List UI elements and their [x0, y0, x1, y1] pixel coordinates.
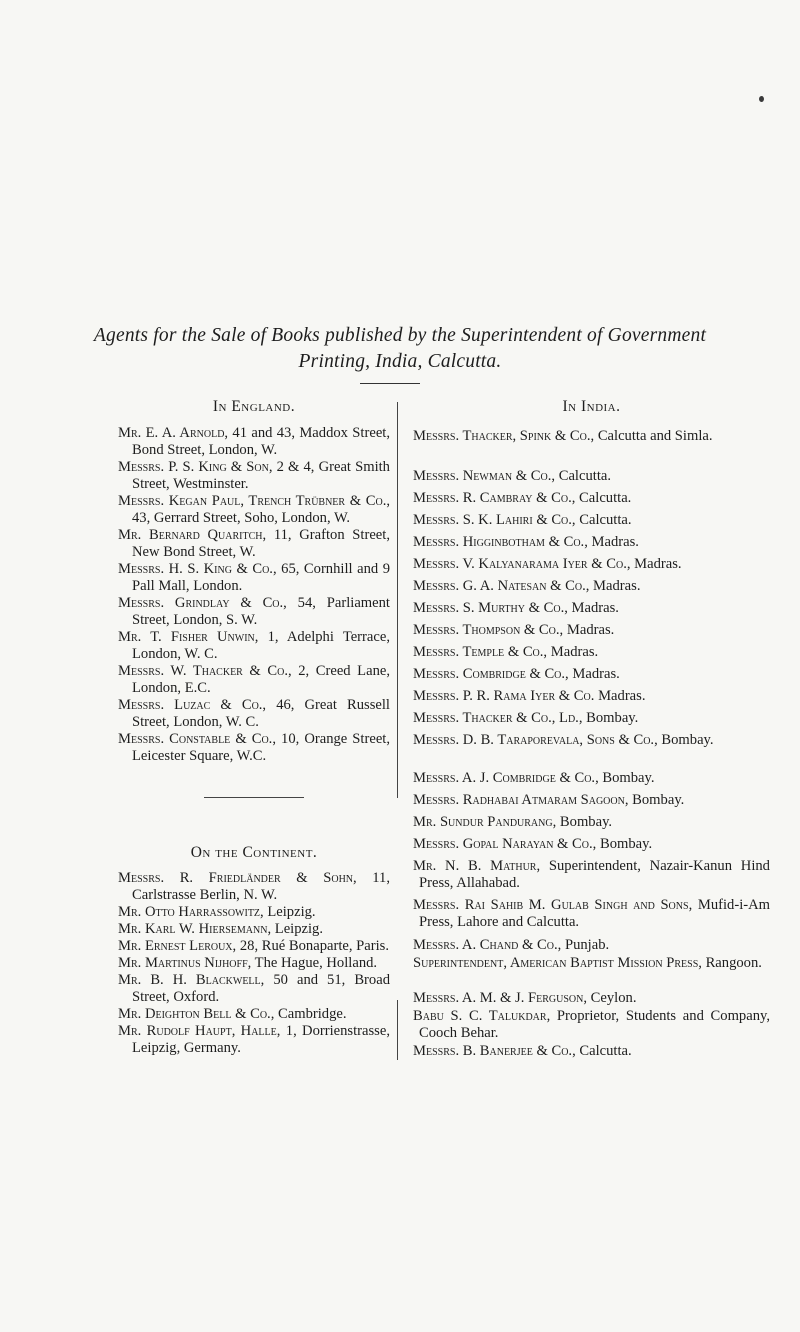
entry-name: Messrs. S. Murthy & Co.,	[413, 600, 568, 616]
india-entry-4	[413, 512, 770, 529]
entry-address: 65, Cornhill and 9 Pall Mall, London.	[132, 561, 390, 594]
entry-name: Mr. Ernest Leroux,	[118, 938, 237, 954]
india-entry-2	[413, 468, 770, 485]
india-entry-9	[413, 622, 770, 639]
entry-name: Messrs. P. R. Rama Iyer & Co.	[413, 688, 595, 704]
entry-name: Messrs. H. S. King & Co.,	[118, 561, 277, 577]
entry-address: 43, Gerrard Street, Soho, London, W.	[132, 510, 351, 526]
india-entry-23	[413, 990, 770, 1007]
entry-address: 10, Orange Street, Leicester Square, W.C.	[132, 731, 390, 764]
entry-address: 28, Rué Bonaparte, Paris.	[239, 938, 389, 954]
india-entry-19	[413, 858, 770, 892]
entry-address: 41 and 43, Maddox Street, Bond Street, London, W.	[132, 425, 390, 458]
continent-entry-6	[118, 972, 390, 1006]
india-entry-16	[413, 792, 770, 809]
india-entry-6	[413, 556, 770, 573]
entry-address: Bombay.	[632, 792, 685, 808]
continent-entry-2	[118, 904, 390, 921]
entry-name: Messrs. D. B. Taraporevala, Sons & Co.,	[413, 732, 658, 748]
england-entry-8	[118, 663, 390, 697]
entry-name: Mr. Martinus Nijhoff,	[118, 955, 252, 971]
india-entry-10	[413, 644, 770, 661]
india-entry-1	[413, 428, 770, 445]
entry-address: 1, Adelphi Terrace, London, W. C.	[132, 629, 390, 662]
india-entry-8	[413, 600, 770, 617]
entry-address: Mufid-i-Am Press, Lahore and Calcutta.	[419, 897, 770, 930]
entry-name: Messrs. W. Thacker & Co.,	[118, 663, 292, 679]
entry-address: The Hague, Holland.	[254, 955, 378, 971]
england-heading: In England.	[212, 398, 296, 415]
entry-name: Superintendent, American Baptist Mission Press,	[413, 955, 702, 971]
india-entry-3	[413, 490, 770, 507]
entry-address: Madras.	[593, 578, 641, 594]
england-entry-4	[118, 527, 390, 561]
entry-address: 11, Carlstrasse Berlin, N. W.	[132, 870, 390, 903]
entry-address: Madras.	[572, 666, 620, 682]
entry-name: Mr. Otto Harrassowitz,	[118, 904, 264, 920]
entry-name: Messrs. R. Cambray & Co.,	[413, 490, 576, 506]
england-entry-5	[118, 561, 390, 595]
entry-name: Messrs. Combridge & Co.,	[413, 666, 569, 682]
england-entry-3	[118, 493, 390, 527]
india-entry-24	[413, 1008, 770, 1042]
entry-address: Calcutta.	[558, 468, 611, 484]
england-entry-1	[118, 425, 390, 459]
entry-name: Messrs. A. M. & J. Ferguson,	[413, 990, 588, 1006]
india-heading: In India.	[562, 398, 621, 415]
continent-entry-8	[118, 1023, 390, 1057]
entry-name: Babu S. C. Talukdar,	[413, 1008, 551, 1024]
entry-name: Messrs. A. J. Combridge & Co.,	[413, 770, 599, 786]
continent-entry-3	[118, 921, 390, 938]
entry-address: 11, Grafton Street, New Bond Street, W.	[132, 527, 390, 560]
continent-heading: On the Continent.	[190, 844, 318, 861]
entry-address: Bombay.	[559, 814, 613, 830]
india-entry-13	[413, 710, 770, 727]
entry-address: 1, Dorrienstrasse, Leipzig, Germany.	[132, 1023, 390, 1056]
entry-name: Messrs. Constable & Co.,	[118, 731, 276, 747]
entry-name: Mr. Karl W. Hiersemann,	[118, 921, 272, 937]
entry-address: Madras.	[550, 644, 599, 660]
entry-name: Messrs. Grindlay & Co.,	[118, 595, 287, 611]
entry-address: 2, Creed Lane, London, E.C.	[132, 663, 390, 696]
england-entry-10	[118, 731, 390, 765]
entry-address: Madras.	[571, 600, 619, 616]
title-rule	[360, 383, 420, 384]
entry-address: Bombay.	[599, 836, 653, 852]
entry-name: Mr. Sundur Pandurang,	[413, 814, 557, 830]
england-entry-9	[118, 697, 390, 731]
entry-name: Messrs. Thompson & Co.,	[413, 622, 564, 638]
entry-address: Madras.	[591, 534, 639, 550]
england-entry-7	[118, 629, 390, 663]
india-entry-18	[413, 836, 770, 853]
entry-name: Mr. Bernard Quaritch,	[118, 527, 267, 543]
entry-name: Messrs. G. A. Natesan & Co.,	[413, 578, 590, 594]
entry-name: Messrs. Thacker & Co., Ld.,	[413, 710, 583, 726]
entry-address: 50 and 51, Broad Street, Oxford.	[132, 972, 390, 1005]
entry-address: Madras.	[634, 556, 682, 572]
india-entry-7	[413, 578, 770, 595]
entry-name: Messrs. Gopal Narayan & Co.,	[413, 836, 597, 852]
entry-address: Leipzig.	[274, 921, 324, 937]
section-rule	[204, 797, 304, 798]
entry-address: Bombay.	[602, 770, 655, 786]
entry-name: Mr. T. Fisher Unwin,	[118, 629, 259, 645]
entry-address: Bombay.	[661, 732, 714, 748]
india-entry-11	[413, 666, 770, 683]
entry-name: Messrs. R. Friedländer & Sohn,	[118, 870, 357, 886]
entry-name: Messrs. Kegan Paul, Trench Trübner & Co.,	[118, 493, 390, 509]
continent-entry-1	[118, 870, 390, 904]
india-entry-14	[413, 732, 770, 749]
india-entry-17	[413, 814, 770, 831]
page-title-line-2: Printing, India, Calcutta.	[298, 351, 502, 372]
entry-name: Messrs. B. Banerjee & Co.,	[413, 1043, 576, 1059]
entry-address: Superintendent, Nazair-Kanun Hind Press, Allahabad.	[419, 858, 770, 891]
india-entry-5	[413, 534, 770, 551]
entry-address: Ceylon.	[590, 990, 637, 1006]
entry-name: Messrs. Thacker, Spink & Co.,	[413, 428, 595, 444]
entry-address: Bombay.	[586, 710, 639, 726]
india-entry-20	[413, 897, 770, 931]
continent-entry-7	[118, 1006, 390, 1023]
entry-address: Calcutta.	[579, 1043, 632, 1059]
entry-name: Messrs. P. S. King & Son,	[118, 459, 273, 475]
entry-name: Messrs. Temple & Co.,	[413, 644, 548, 660]
column-divider-lower	[397, 1000, 398, 1060]
entry-name: Mr. Rudolf Haupt, Halle,	[118, 1023, 281, 1039]
entry-address: Calcutta.	[579, 512, 632, 528]
continent-entry-4	[118, 938, 390, 955]
entry-address: Rangoon.	[705, 955, 762, 971]
entry-address: 2 & 4, Great Smith Street, Westminster.	[132, 459, 390, 492]
india-entry-21	[413, 937, 770, 954]
entry-name: Messrs. Rai Sahib M. Gulab Singh and Sons,	[413, 897, 693, 913]
entry-address: Punjab.	[564, 937, 610, 953]
entry-address: Proprietor, Students and Company, Cooch Behar.	[419, 1008, 770, 1041]
entry-address: Madras.	[566, 622, 615, 638]
entry-address: 54, Parliament Street, London, S. W.	[132, 595, 390, 628]
entry-address: 46, Great Russell Street, London, W. C.	[132, 697, 390, 730]
entry-address: Cambridge.	[278, 1006, 347, 1022]
ink-spot	[759, 96, 764, 102]
england-entry-2	[118, 459, 390, 493]
entry-name: Messrs. S. K. Lahiri & Co.,	[413, 512, 576, 528]
entry-name: Messrs. Higginbotham & Co.,	[413, 534, 588, 550]
india-entry-25	[413, 1043, 770, 1060]
entry-name: Mr. Deighton Bell & Co.,	[118, 1006, 275, 1022]
entry-name: Messrs. Luzac & Co.,	[118, 697, 267, 713]
entry-address: Leipzig.	[267, 904, 316, 920]
continent-entry-5	[118, 955, 390, 972]
entry-name: Mr. B. H. Blackwell,	[118, 972, 265, 988]
entry-address: Madras.	[598, 688, 646, 704]
entry-name: Messrs. Radhabai Atmaram Sagoon,	[413, 792, 629, 808]
entry-address: Calcutta.	[579, 490, 632, 506]
entry-name: Messrs. V. Kalyanarama Iyer & Co.,	[413, 556, 631, 572]
entry-name: Mr. E. A. Arnold,	[118, 425, 229, 441]
entry-name: Messrs. A. Chand & Co.,	[413, 937, 562, 953]
entry-address: Calcutta and Simla.	[597, 428, 713, 444]
india-entry-22	[413, 955, 770, 972]
india-entry-12	[413, 688, 770, 705]
england-entry-6	[118, 595, 390, 629]
entry-name: Mr. N. B. Mathur,	[413, 858, 541, 874]
page-title-line-1: Agents for the Sale of Books published by the Superintendent of Government	[93, 325, 707, 346]
entry-name: Messrs. Newman & Co.,	[413, 468, 556, 484]
column-divider	[397, 402, 398, 798]
india-entry-15	[413, 770, 770, 787]
